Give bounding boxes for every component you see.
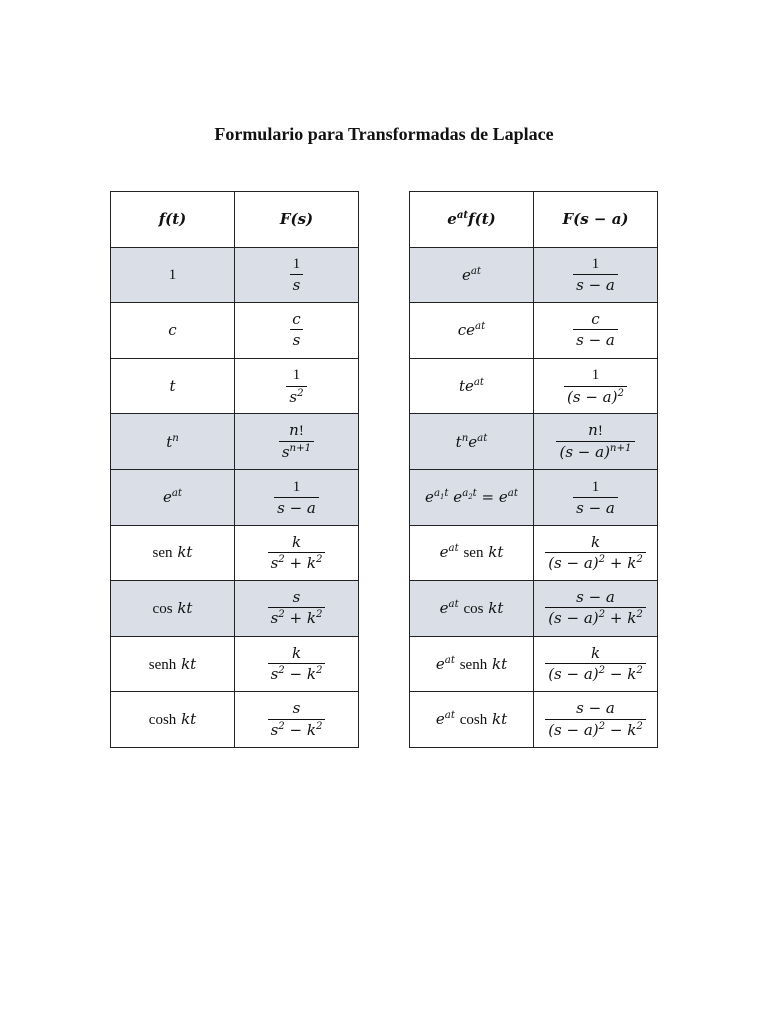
table-row bbox=[111, 525, 359, 581]
left-cell-transform: $\frac{s}{s^2 + k^2}$ bbox=[235, 581, 359, 637]
right-cell-transform: $\frac{s - a}{(s - a)^2 + k^2}$ bbox=[534, 581, 658, 637]
left-cell-transform: $\frac{k}{s^2 - k^2}$ bbox=[235, 636, 359, 692]
left-cell-transform: $\frac{n!}{s^{n+1}}$ bbox=[235, 414, 359, 470]
left-cell-function: cos kt bbox=[111, 581, 235, 637]
table-row bbox=[111, 692, 359, 748]
left-cell-transform: $\frac{1}{s}$ bbox=[235, 247, 359, 303]
left-cell-function: $t^n$ bbox=[111, 414, 235, 470]
left-cell-function: c bbox=[111, 303, 235, 359]
right-cell-function: $e^{at}$ sen kt bbox=[410, 525, 534, 581]
table-row bbox=[410, 636, 658, 692]
left-cell-function: senh kt bbox=[111, 636, 235, 692]
table-row bbox=[410, 303, 658, 359]
right-cell-function: $e^{at}$ bbox=[410, 247, 534, 303]
right-cell-function: $t^ne^{at}$ bbox=[410, 414, 534, 470]
right-cell-function: $te^{at}$ bbox=[410, 358, 534, 414]
table-row bbox=[410, 358, 658, 414]
left-cell-function: 1 bbox=[111, 247, 235, 303]
right-cell-transform: $\frac{1}{(s - a)^2}$ bbox=[534, 358, 658, 414]
table-row bbox=[111, 636, 359, 692]
table-row bbox=[410, 525, 658, 581]
left-cell-transform: $\frac{c}{s}$ bbox=[235, 303, 359, 359]
table-row bbox=[410, 469, 658, 525]
table-row bbox=[111, 247, 359, 303]
right-cell-function: $ce^{at}$ bbox=[410, 303, 534, 359]
right-cell-function: $e^{a_1t}$ $e^{a_2t} = e^{at}$ bbox=[410, 469, 534, 525]
table-row bbox=[410, 247, 658, 303]
left-cell-transform: $\frac{s}{s^2 - k^2}$ bbox=[235, 692, 359, 748]
right-cell-transform: $\frac{1}{s - a}$ bbox=[534, 247, 658, 303]
right-cell-transform: $\frac{c}{s - a}$ bbox=[534, 303, 658, 359]
table-row bbox=[410, 692, 658, 748]
left-header-row bbox=[111, 192, 359, 248]
left-cell-transform: $\frac{1}{s - a}$ bbox=[235, 469, 359, 525]
right-cell-function: $e^{at}$ cos kt bbox=[410, 581, 534, 637]
laplace-table-basic bbox=[110, 191, 359, 748]
right-header-transform: F(s − a) bbox=[534, 192, 658, 248]
left-cell-transform: $\frac{1}{s^2}$ bbox=[235, 358, 359, 414]
table-row bbox=[410, 581, 658, 637]
table-row bbox=[111, 581, 359, 637]
left-cell-transform: $\frac{k}{s^2 + k^2}$ bbox=[235, 525, 359, 581]
left-header-transform: F(s) bbox=[235, 192, 359, 248]
table-row bbox=[111, 303, 359, 359]
left-cell-function: $e^{at}$ bbox=[111, 469, 235, 525]
page-title: Formulario para Transformadas de Laplace bbox=[214, 124, 554, 144]
left-cell-function: cosh kt bbox=[111, 692, 235, 748]
right-header-function: $e^{at}f(t)$ bbox=[410, 192, 534, 248]
right-cell-function: $e^{at}$ senh kt bbox=[410, 636, 534, 692]
table-row bbox=[111, 358, 359, 414]
right-header-row bbox=[410, 192, 658, 248]
left-header-function: f(t) bbox=[111, 192, 235, 248]
left-cell-function: sen kt bbox=[111, 525, 235, 581]
right-cell-transform: $\frac{k}{(s - a)^2 - k^2}$ bbox=[534, 636, 658, 692]
right-cell-transform: $\frac{1}{s - a}$ bbox=[534, 469, 658, 525]
laplace-table-shifted bbox=[409, 191, 658, 748]
right-cell-transform: $\frac{s - a}{(s - a)^2 - k^2}$ bbox=[534, 692, 658, 748]
table-row bbox=[410, 414, 658, 470]
right-cell-function: $e^{at}$ cosh kt bbox=[410, 692, 534, 748]
right-cell-transform: $\frac{k}{(s - a)^2 + k^2}$ bbox=[534, 525, 658, 581]
table-row bbox=[111, 469, 359, 525]
right-cell-transform: $\frac{n!}{(s - a)^{n+1}}$ bbox=[534, 414, 658, 470]
table-row bbox=[111, 414, 359, 470]
left-cell-function: t bbox=[111, 358, 235, 414]
